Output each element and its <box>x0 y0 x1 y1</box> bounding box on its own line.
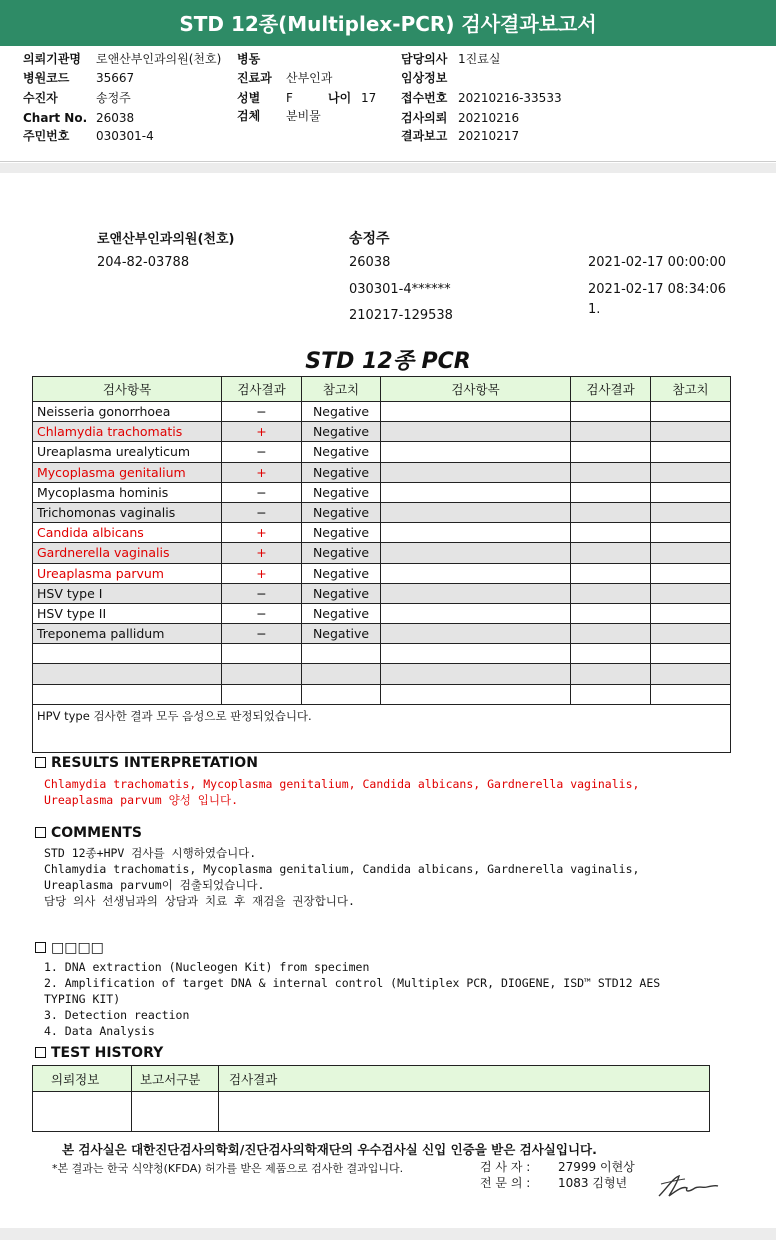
empty-cell <box>222 684 302 704</box>
empty-cell <box>33 644 222 664</box>
age-label: 나이 <box>328 91 352 105</box>
empty-cell <box>571 644 651 664</box>
table-row <box>33 502 731 522</box>
tester-label: 검 사 자 : <box>480 1160 531 1174</box>
bottom-strip <box>0 1228 776 1240</box>
empty-cell <box>381 563 571 583</box>
ref-cell: Negative <box>302 624 381 644</box>
history-col-result: 검사결과 <box>219 1066 710 1092</box>
info-chart: 26038 <box>349 255 391 270</box>
patient-label: 수진자 <box>23 91 58 105</box>
result-cell: − <box>222 482 302 502</box>
empty-cell <box>381 523 571 543</box>
empty-cell <box>381 482 571 502</box>
resident-value: 030301-4 <box>96 129 154 143</box>
empty-cell <box>381 624 571 644</box>
item-cell: Gardnerella vaginalis <box>33 543 222 563</box>
result-cell: − <box>222 624 302 644</box>
empty-cell <box>571 563 651 583</box>
comment-line: STD 12종+HPV 검사를 시행하였습니다. <box>44 846 257 860</box>
result-cell: − <box>222 402 302 422</box>
col-header-item-2: 검사항목 <box>381 377 571 402</box>
table-row <box>33 543 731 563</box>
table-row-empty <box>33 644 731 664</box>
interpretation-line: Ureaplasma parvum 양성 입니다. <box>44 793 239 807</box>
col-header-result-2: 검사결과 <box>571 377 651 402</box>
empty-cell <box>381 462 571 482</box>
empty-cell <box>132 1092 219 1132</box>
item-cell: HSV type II <box>33 603 222 623</box>
empty-cell <box>381 402 571 422</box>
history-row <box>33 1092 710 1132</box>
specimen-label: 검체 <box>237 109 261 123</box>
info-biz-no: 204-82-03788 <box>97 255 190 270</box>
ref-cell: Negative <box>302 422 381 442</box>
empty-cell <box>381 583 571 603</box>
ref-cell: Negative <box>302 583 381 603</box>
comment-line: 담당 의사 선생님과의 상담과 치료 후 재검을 권장합니다. <box>44 894 355 908</box>
table-row <box>33 583 731 603</box>
empty-cell <box>571 603 651 623</box>
expert-value: 1083 김형년 <box>558 1176 628 1190</box>
checkbox-icon <box>35 942 46 953</box>
ref-cell: Negative <box>302 502 381 522</box>
remark-cell: HPV type 검사한 결과 모두 음성으로 판정되었습니다. <box>33 704 731 752</box>
info-receipt-no: 210217-129538 <box>349 308 453 323</box>
checkbox-icon <box>35 757 46 768</box>
institution-value: 로앤산부인과의원(천호) <box>96 52 222 66</box>
result-cell: + <box>222 523 302 543</box>
code-label: 병원코드 <box>23 71 70 85</box>
certification-note: 본 검사실은 대한진단검사의학회/진단검사의학재단의 우수검사실 신입 인증을 받은 검사실입니다. <box>62 1142 597 1157</box>
empty-cell <box>571 422 651 442</box>
result-cell: − <box>222 603 302 623</box>
expert-label: 전 문 의 : <box>480 1176 531 1190</box>
doctor-label: 담당의사 <box>401 52 448 66</box>
empty-cell <box>651 462 731 482</box>
dept-label: 진료과 <box>237 71 272 85</box>
report-label: 결과보고 <box>401 129 448 143</box>
item-cell: Trichomonas vaginalis <box>33 502 222 522</box>
signature-image <box>655 1170 721 1200</box>
info-resident: 030301-4****** <box>349 282 451 297</box>
header-info <box>0 46 776 162</box>
result-cell: + <box>222 563 302 583</box>
empty-cell <box>651 422 731 442</box>
ward-label: 병동 <box>237 52 261 66</box>
history-header-row <box>33 1066 710 1092</box>
info-page: 1. <box>588 302 601 317</box>
remark-row <box>33 704 731 752</box>
history-col-report-type: 보고서구분 <box>132 1066 219 1092</box>
ref-cell: Negative <box>302 402 381 422</box>
col-header-ref-2: 참고치 <box>651 377 731 402</box>
table-row <box>33 402 731 422</box>
empty-cell <box>381 664 571 684</box>
empty-cell <box>571 624 651 644</box>
table-row <box>33 422 731 442</box>
empty-cell <box>571 543 651 563</box>
empty-cell <box>381 422 571 442</box>
table-row <box>33 442 731 462</box>
empty-cell <box>33 684 222 704</box>
empty-cell <box>651 482 731 502</box>
empty-cell <box>222 664 302 684</box>
chart-label: Chart No. <box>23 111 88 125</box>
comments-heading-text: COMMENTS <box>51 825 142 841</box>
table-row-empty <box>33 664 731 684</box>
kfda-note: *본 결과는 한국 식약청(KFDA) 허가를 받은 제품으로 검사한 결과입니다. <box>52 1162 404 1175</box>
empty-cell <box>302 644 381 664</box>
clinical-label: 임상정보 <box>401 71 448 85</box>
history-heading <box>35 1045 163 1061</box>
empty-cell <box>381 684 571 704</box>
sex-label: 성별 <box>237 91 261 105</box>
table-row <box>33 462 731 482</box>
specimen-value: 분비물 <box>286 109 321 123</box>
history-col-request: 의뢰정보 <box>33 1066 132 1092</box>
item-cell: Mycoplasma hominis <box>33 482 222 502</box>
result-cell: + <box>222 422 302 442</box>
resident-label: 주민번호 <box>23 129 70 143</box>
ref-cell: Negative <box>302 543 381 563</box>
table-row <box>33 563 731 583</box>
pcr-title: STD 12종 PCR <box>305 349 471 374</box>
empty-cell <box>571 583 651 603</box>
empty-cell <box>651 502 731 522</box>
item-cell: HSV type I <box>33 583 222 603</box>
empty-cell <box>651 543 731 563</box>
request-label: 검사의뢰 <box>401 111 448 125</box>
result-cell: − <box>222 583 302 603</box>
result-cell: − <box>222 502 302 522</box>
empty-cell <box>571 502 651 522</box>
empty-cell <box>381 442 571 462</box>
empty-cell <box>219 1092 710 1132</box>
col-header-ref: 참고치 <box>302 377 381 402</box>
doctor-value: 1진료실 <box>458 52 501 66</box>
receipt-label: 접수번호 <box>401 91 448 105</box>
empty-cell <box>302 684 381 704</box>
tester-value: 27999 이현상 <box>558 1160 635 1174</box>
result-cell: + <box>222 543 302 563</box>
item-cell: Chlamydia trachomatis <box>33 422 222 442</box>
history-table <box>32 1065 710 1132</box>
institution-label: 의뢰기관명 <box>23 52 81 66</box>
empty-cell <box>381 502 571 522</box>
empty-cell <box>33 1092 132 1132</box>
result-cell: − <box>222 442 302 462</box>
age-value: 17 <box>361 91 377 105</box>
info-patient-name: 송정주 <box>349 231 390 247</box>
empty-cell <box>651 684 731 704</box>
table-row <box>33 624 731 644</box>
empty-cell <box>651 523 731 543</box>
comment-line: Ureaplasma parvum이 검출되었습니다. <box>44 878 265 892</box>
empty-cell <box>33 664 222 684</box>
comment-line: Chlamydia trachomatis, Mycoplasma genitalium, Candida albicans, Gardnerella vaginalis, <box>44 862 640 876</box>
ref-cell: Negative <box>302 523 381 543</box>
result-cell: + <box>222 462 302 482</box>
comments-heading <box>35 825 142 841</box>
interpretation-text <box>44 776 734 808</box>
method-line: 2. Amplification of target DNA & internal control (Multiplex PCR, DIOGENE, ISD™ STD12 AES <box>44 976 661 990</box>
interpretation-heading <box>35 755 258 771</box>
request-value: 20210216 <box>458 111 520 125</box>
empty-cell <box>651 563 731 583</box>
comments-text <box>44 845 734 909</box>
empty-cell <box>571 402 651 422</box>
method-line: 3. Detection reaction <box>44 1008 190 1022</box>
report-value: 20210217 <box>458 129 520 143</box>
method-heading <box>35 940 104 956</box>
method-text <box>44 959 734 1039</box>
dept-value: 산부인과 <box>286 71 333 85</box>
info-date1: 2021-02-17 00:00:00 <box>588 255 727 270</box>
table-row-empty <box>33 684 731 704</box>
report-title: STD 12종(Multiplex-PCR) 검사결과보고서 <box>0 0 776 46</box>
checkbox-icon <box>35 1047 46 1058</box>
method-line: 4. Data Analysis <box>44 1024 155 1038</box>
history-heading-text: TEST HISTORY <box>51 1045 164 1061</box>
empty-cell <box>651 664 731 684</box>
empty-cell <box>222 644 302 664</box>
ref-cell: Negative <box>302 462 381 482</box>
receipt-value: 20210216-33533 <box>458 91 562 105</box>
chart-value: 26038 <box>96 111 135 125</box>
checkbox-icon <box>35 827 46 838</box>
interpretation-line: Chlamydia trachomatis, Mycoplasma genitalium, Candida albicans, Gardnerella vaginalis, <box>44 777 640 791</box>
divider-strip <box>0 163 776 173</box>
col-header-result: 검사결과 <box>222 377 302 402</box>
col-header-item: 검사항목 <box>33 377 222 402</box>
item-cell: Treponema pallidum <box>33 624 222 644</box>
ref-cell: Negative <box>302 603 381 623</box>
empty-cell <box>571 482 651 502</box>
empty-cell <box>571 684 651 704</box>
table-row <box>33 523 731 543</box>
item-cell: Mycoplasma genitalium <box>33 462 222 482</box>
sex-value: F <box>286 91 293 105</box>
empty-cell <box>571 442 651 462</box>
table-row <box>33 603 731 623</box>
info-institution: 로앤산부인과의원(천호) <box>97 232 235 247</box>
empty-cell <box>651 442 731 462</box>
empty-cell <box>571 462 651 482</box>
interpretation-heading-text: RESULTS INTERPRETATION <box>51 755 258 771</box>
empty-cell <box>381 603 571 623</box>
empty-cell <box>651 624 731 644</box>
table-row <box>33 482 731 502</box>
item-cell: Ureaplasma parvum <box>33 563 222 583</box>
table-header-row <box>33 377 731 402</box>
results-table <box>32 376 731 753</box>
ref-cell: Negative <box>302 563 381 583</box>
method-heading-text: □□□□ <box>51 940 104 956</box>
empty-cell <box>381 644 571 664</box>
empty-cell <box>651 402 731 422</box>
method-line: 1. DNA extraction (Nucleogen Kit) from specimen <box>44 960 370 974</box>
item-cell: Candida albicans <box>33 523 222 543</box>
empty-cell <box>381 543 571 563</box>
item-cell: Ureaplasma urealyticum <box>33 442 222 462</box>
empty-cell <box>651 644 731 664</box>
ref-cell: Negative <box>302 482 381 502</box>
info-date2: 2021-02-17 08:34:06 <box>588 282 727 297</box>
patient-value: 송정주 <box>96 91 131 105</box>
empty-cell <box>302 664 381 684</box>
method-line: TYPING KIT) <box>44 992 121 1006</box>
code-value: 35667 <box>96 71 135 85</box>
empty-cell <box>571 523 651 543</box>
empty-cell <box>651 603 731 623</box>
ref-cell: Negative <box>302 442 381 462</box>
item-cell: Neisseria gonorrhoea <box>33 402 222 422</box>
empty-cell <box>571 664 651 684</box>
empty-cell <box>651 583 731 603</box>
